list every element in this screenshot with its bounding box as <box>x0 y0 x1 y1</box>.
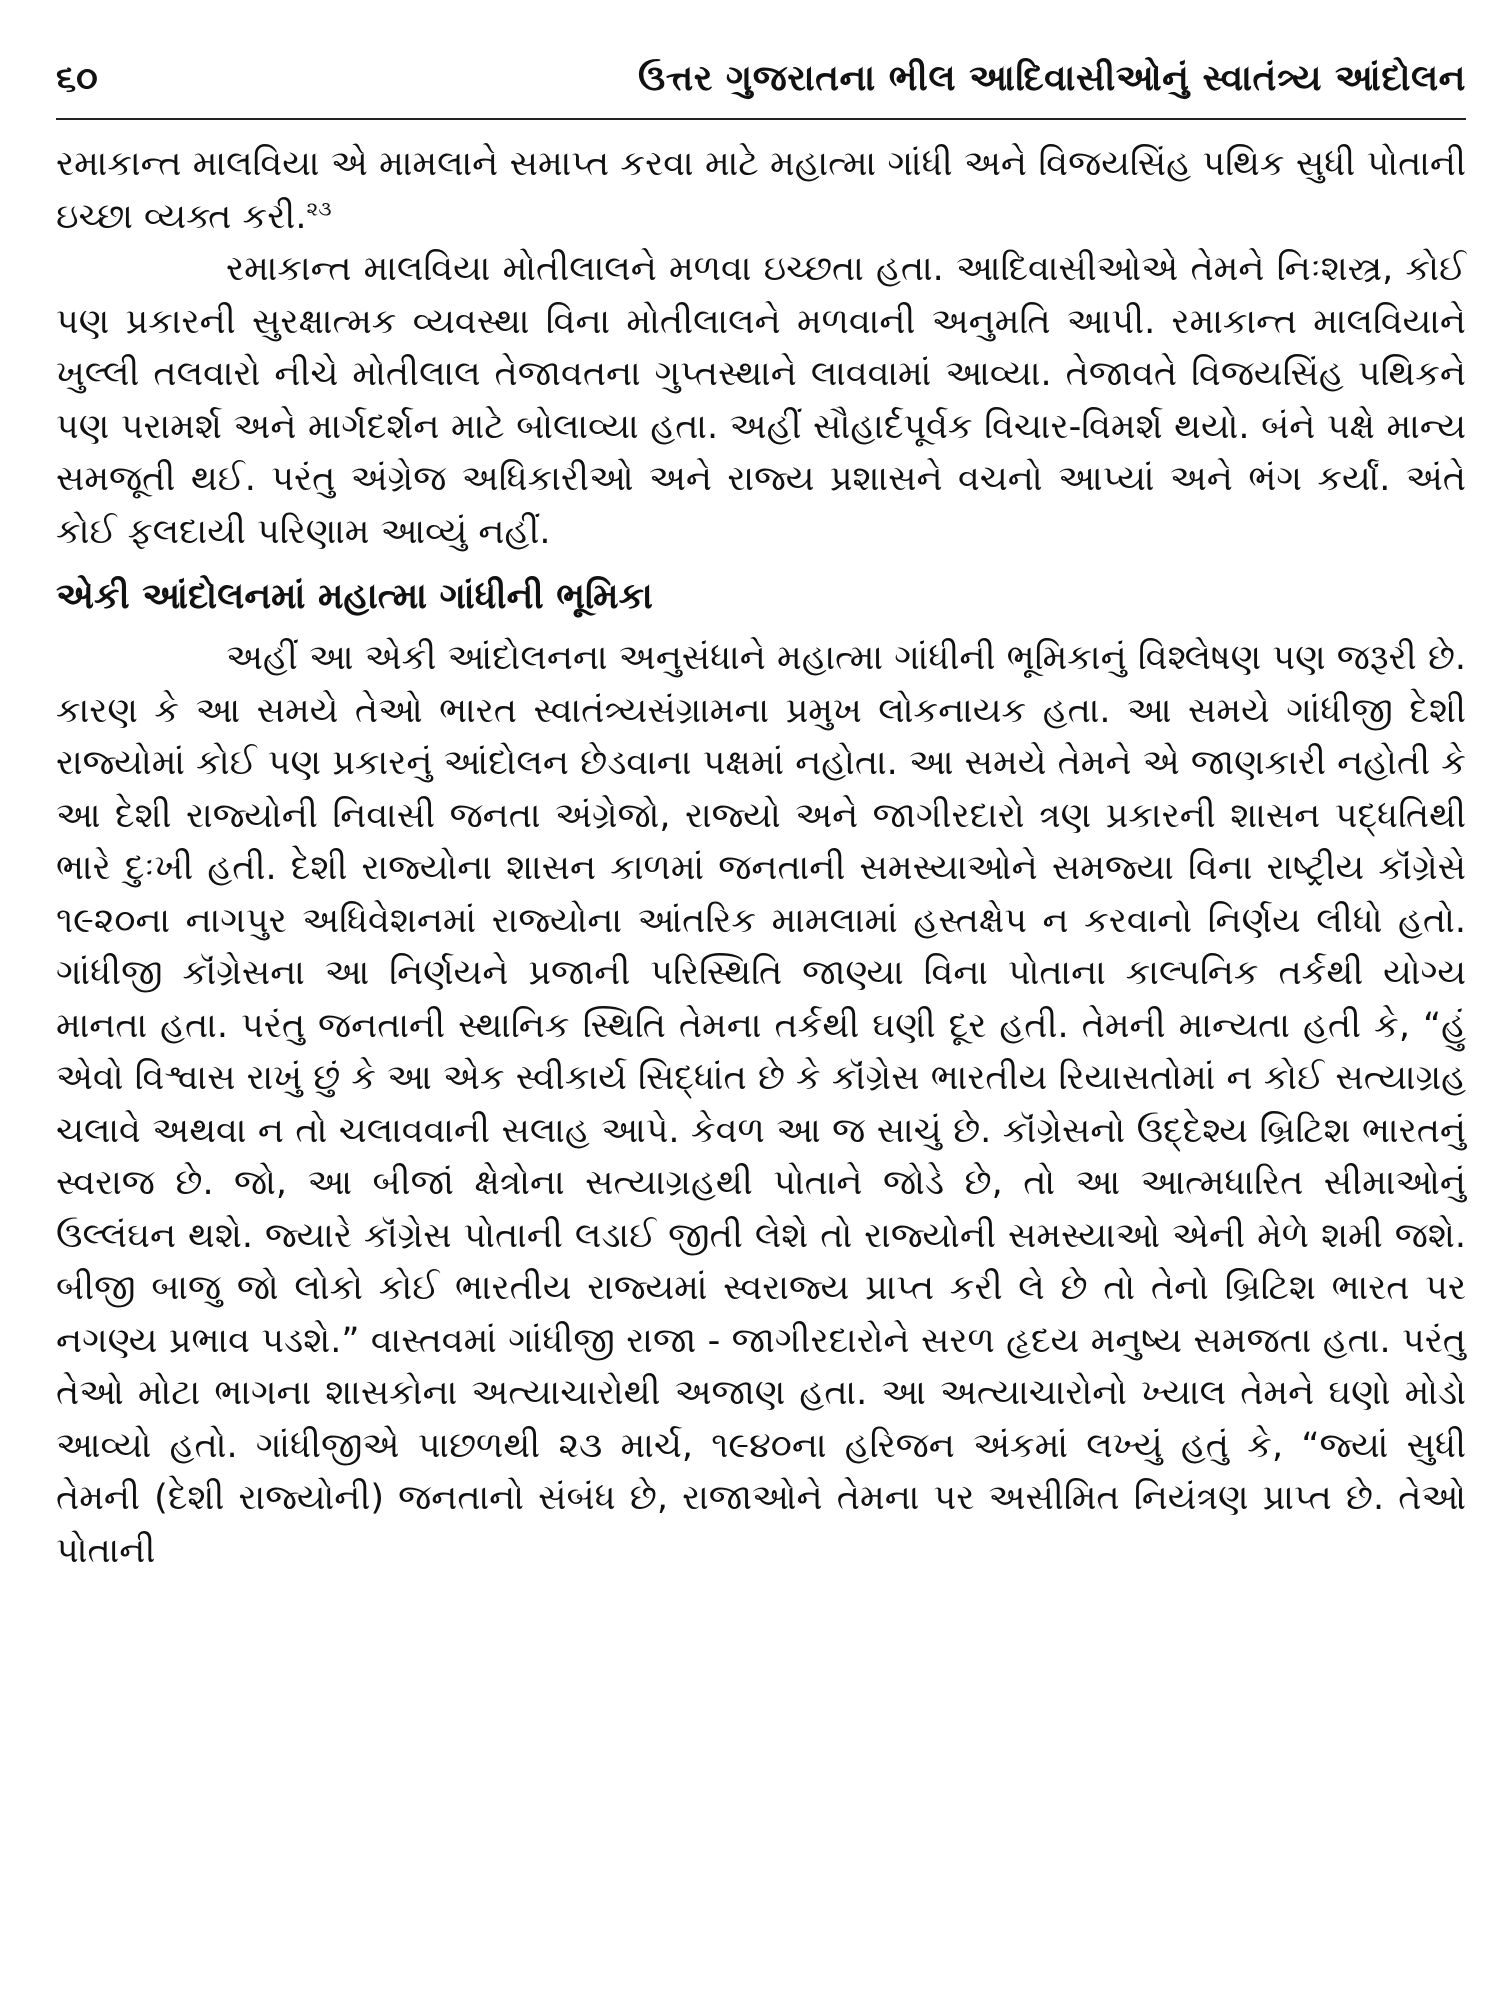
book-page <box>56 48 1466 1577</box>
page-number: ૬૦ <box>56 58 98 99</box>
paragraph-1-text: રમાકાન્ત માલવિયા એ મામલાને સમાપ્ત કરવા માટે મહાત્મા ગાંધી અને વિજયસિંહ પથિક સુધી પોતાની ઇચ્છા વ્યક્ત કરી. <box>56 144 1466 237</box>
running-title: ઉત્તર ગુજરાતના ભીલ આદિવાસીઓનું સ્વાતંત્ર્ય આંદોલન <box>638 58 1466 99</box>
page-header <box>56 48 1466 120</box>
footnote-marker: ૨૩ <box>306 195 332 220</box>
paragraph-1 <box>56 138 1466 243</box>
paragraph-2: રમાકાન્ત માલવિયા મોતીલાલને મળવા ઇચ્છતા હતા. આદિવાસીઓએ તેમને નિઃશસ્ત્ર, કોઈ પણ પ્રકારની સુરક્ષાત્મક વ્યવસ્થા વિના મોતીલાલને મળવાની અનુમતિ આપી. રમાકાન્ત માલવિયાને ખુલ્લી તલવારો નીચે મોતીલાલ તેજાવતના ગુપ્તસ્થાને લાવવામાં આવ્યા. તેજાવતે વિજયસિંહ પથિકને પણ પરામર્શ અને માર્ગદર્શન માટે બોલાવ્યા હતા. અહીં સૌહાર્દપૂર્વક વિચાર-વિમર્શ થયો. બંને પક્ષે માન્ય સમજૂતી થઈ. પરંતુ અંગ્રેજ અધિકારીઓ અને રાજ્ય પ્રશાસને વચનો આપ્યાં અને ભંગ કર્યાં. અંતે કોઈ ફલદાયી પરિણામ આવ્યું નહીં. <box>56 249 1466 552</box>
section-heading: એકી આંદોલનમાં મહાત્મા ગાંધીની ભૂમિકા <box>56 576 653 617</box>
page-body <box>56 138 1466 1577</box>
paragraph-3: અહીં આ એકી આંદોલનના અનુસંધાને મહાત્મા ગાંધીની ભૂમિકાનું વિશ્લેષણ પણ જરૂરી છે. કારણ કે આ સમયે તેઓ ભારત સ્વાતંત્ર્યસંગ્રામના પ્રમુખ લોકનાયક હતા. આ સમયે ગાંધીજી દેશી રાજ્યોમાં કોઈ પણ પ્રકારનું આંદોલન છેડવાના પક્ષમાં નહોતા. આ સમયે તેમને એ જાણકારી નહોતી કે આ દેશી રાજ્યોની નિવાસી જનતા અંગ્રેજો, રાજ્યો અને જાગીરદારો ત્રણ પ્રકારની શાસન પદ્ધતિથી ભારે દુઃખી હતી. દેશી રાજ્યોના શાસન કાળમાં જનતાની સમસ્યાઓને સમજ્યા વિના રાષ્ટ્રીય કૉંગ્રેસે ૧૯૨૦ના નાગપુર અધિવેશનમાં રાજ્યોના આંતરિક મામલામાં હસ્તક્ષેપ ન કરવાનો નિર્ણય લીધો હતો. ગાંધીજી કૉંગ્રેસના આ નિર્ણયને પ્રજાની પરિસ્થિતિ જાણ્યા વિના પોતાના કાલ્પનિક તર્કથી યોગ્ય માનતા હતા. પરંતુ જનતાની સ્થાનિક સ્થિતિ તેમના તર્કથી ઘણી દૂર હતી. તેમની માન્યતા હતી કે, “હું એવો વિશ્વાસ રાખું છું કે આ એક સ્વીકાર્ય સિદ્ધાંત છે કે કૉંગ્રેસ ભારતીય રિયાસતોમાં ન કોઈ સત્યાગ્રહ ચલાવે અથવા ન તો ચલાવવાની સલાહ આપે. કેવળ આ જ સાચું છે. કૉંગ્રેસનો ઉદ્દેશ્ય બ્રિટિશ ભારતનું સ્વરાજ છે. જો, આ બીજાં ક્ષેત્રોના સત્યાગ્રહથી પોતાને જોડે છે, તો આ આત્મધારિત સીમાઓનું ઉલ્લંઘન થશે. જ્યારે કૉંગ્રેસ પોતાની લડાઈ જીતી લેશે તો રાજ્યોની સમસ્યાઓ એની મેળે શમી જશે. બીજી બાજુ જો લોકો કોઈ ભારતીય રાજ્યમાં સ્વરાજ્ય પ્રાપ્ત કરી લે છે તો તેનો બ્રિટિશ ભારત પર નગણ્ય પ્રભાવ પડશે.” વાસ્તવમાં ગાંધીજી રાજા - જાગીરદારોને સરળ હૃદય મનુષ્ય સમજતા હતા. પરંતુ તેઓ મોટા ભાગના શાસકોના અત્યાચારોથી અજાણ હતા. આ અત્યાચારોનો ખ્યાલ તેમને ઘણો મોડો આવ્યો હતો. ગાંધીજીએ પાછળથી ૨૩ માર્ચ, ૧૯૪૦ના હરિજન અંકમાં લખ્યું હતું કે, “જ્યાં સુધી તેમની (દેશી રાજ્યોની) જનતાનો સંબંધ છે, રાજાઓને તેમના પર અસીમિત નિયંત્રણ પ્રાપ્ત છે. તેઓ પોતાની <box>56 638 1466 1571</box>
